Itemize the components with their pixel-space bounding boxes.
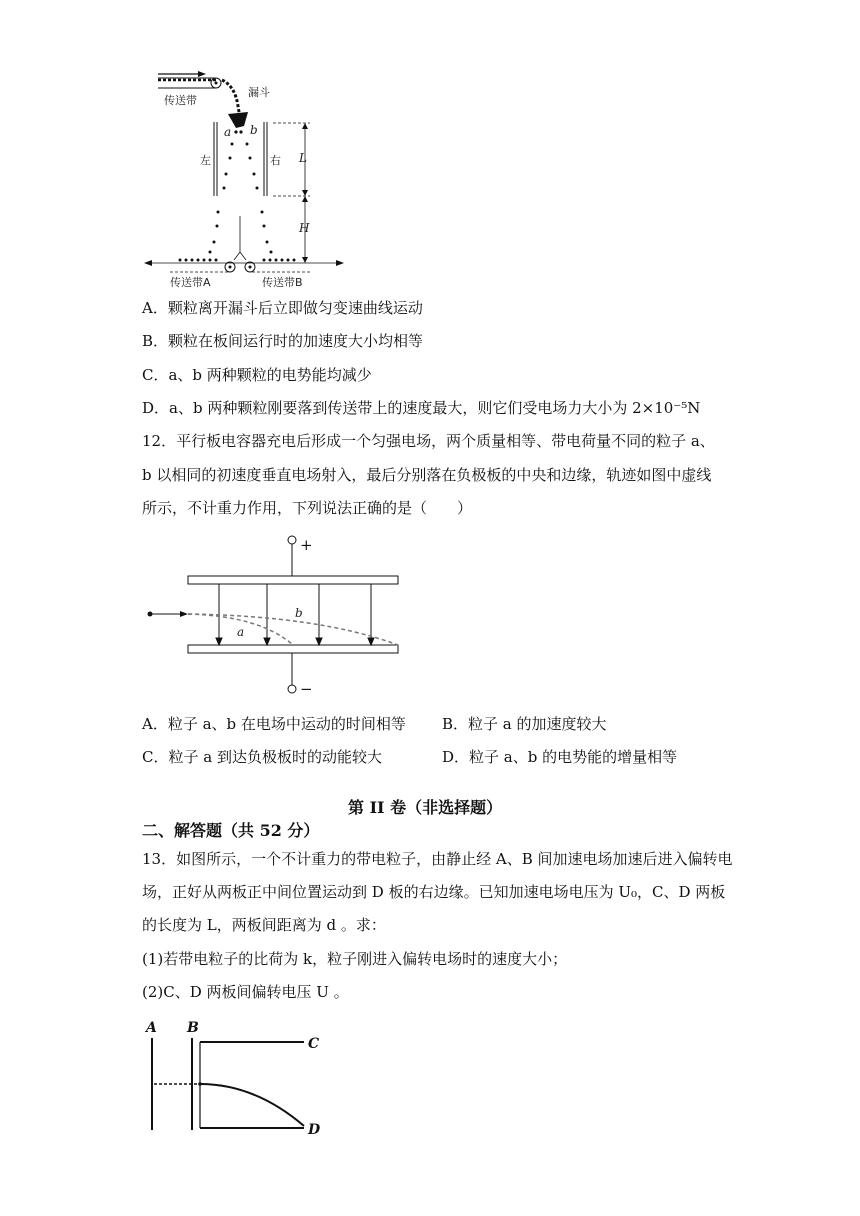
q13-subquestion-1: (1)若带电粒子的比荷为 k，粒子刚进入偏转电场时的速度大小； <box>142 950 568 968</box>
label-B: B <box>187 1020 199 1036</box>
plus-sign: + <box>300 536 313 554</box>
label-b: b <box>295 606 303 620</box>
q12-stem-line-1: 12．平行板电容器充电后形成一个匀强电场，两个质量相等、带电荷量不同的粒子 a、 <box>142 432 715 450</box>
capacitor-diagram <box>140 530 410 700</box>
deflection-diagram <box>140 1018 340 1138</box>
label-A: A <box>146 1020 157 1036</box>
minus-sign: − <box>300 680 313 698</box>
label-funnel: 漏斗 <box>248 86 270 99</box>
q12-option-b: B．粒子 a 的加速度较大 <box>442 715 607 733</box>
label-left: 左 <box>200 154 211 167</box>
label-a-top: a <box>224 125 232 139</box>
label-H: H <box>299 221 310 235</box>
label-D: D <box>308 1122 321 1138</box>
label-C: C <box>308 1036 320 1052</box>
label-belt-b: 传送带B <box>262 276 303 289</box>
q13-stem-line-3: 的长度为 L，两板间距离为 d 。求： <box>142 916 386 934</box>
deflection-figure <box>140 1018 340 1138</box>
q11-option-b: B．颗粒在板间运行时的加速度大小均相等 <box>142 332 424 350</box>
label-b-top: b <box>250 123 258 137</box>
q13-stem-line-1: 13．如图所示，一个不计重力的带电粒子，由静止经 A、B 间加速电场加速后进入偏转电 <box>142 850 733 868</box>
label-right: 右 <box>270 154 281 167</box>
part2-section-heading: 二、解答题（共 52 分） <box>142 821 320 840</box>
label-belt-a: 传送带A <box>170 276 211 289</box>
separator-diagram <box>140 66 355 292</box>
capacitor-figure <box>140 530 410 700</box>
label-a: a <box>237 625 245 639</box>
q11-option-c: C．a、b 两种颗粒的电势能均减少 <box>142 366 372 384</box>
part2-title: 第 II 卷（非选择题） <box>348 798 503 817</box>
q12-option-c: C．粒子 a 到达负极板时的动能较大 <box>142 748 382 766</box>
q13-subquestion-2: (2)C、D 两板间偏转电压 U 。 <box>142 983 349 1001</box>
q13-stem-line-2: 场，正好从两板正中间位置运动到 D 板的右边缘。已知加速电场电压为 U₀，C、D 两板 <box>142 883 726 901</box>
q12-stem-line-3: 所示，不计重力作用，下列说法正确的是（ ） <box>142 499 473 517</box>
q11-option-a: A．颗粒离开漏斗后立即做匀变速曲线运动 <box>142 299 423 317</box>
label-belt-top: 传送带 <box>164 94 197 107</box>
q12-option-a: A．粒子 a、b 在电场中运动的时间相等 <box>142 715 406 733</box>
q12-stem-line-2: b 以相同的初速度垂直电场射入，最后分别落在负极板的中央和边缘，轨迹如图中虚线 <box>142 466 712 484</box>
q11-option-d: D．a、b 两种颗粒刚要落到传送带上的速度最大，则它们受电场力大小为 2×10⁻⁵N <box>142 399 701 417</box>
q12-option-d: D．粒子 a、b 的电势能的增量相等 <box>442 748 678 766</box>
separator-figure <box>140 66 355 292</box>
label-L: L <box>299 151 307 165</box>
